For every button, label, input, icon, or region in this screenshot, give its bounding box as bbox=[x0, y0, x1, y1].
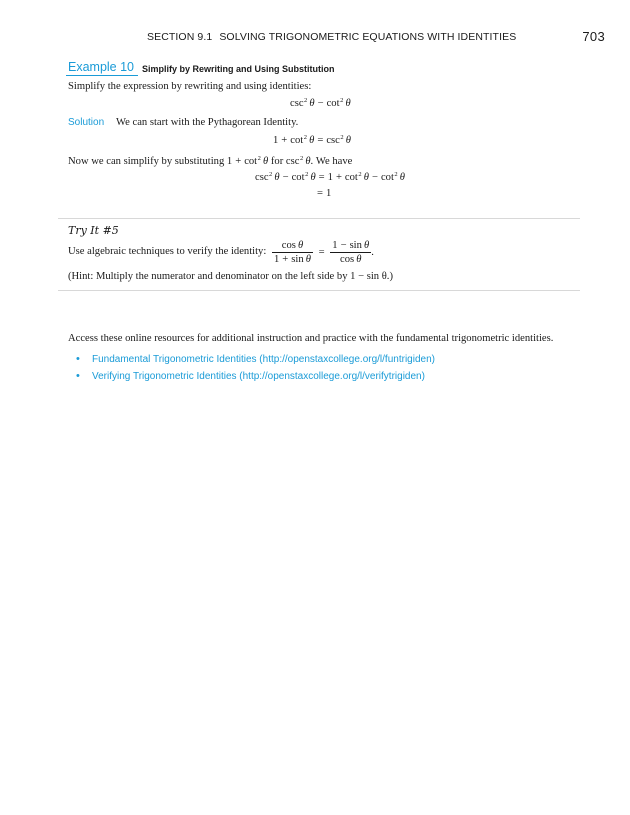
resources-intro: Access these online resources for additional instruction and practice with the fundamental trigonometric identities. bbox=[68, 333, 554, 344]
running-header bbox=[147, 31, 516, 43]
example-title: Simplify by Rewriting and Using Substitution bbox=[142, 64, 335, 74]
substitution-text-3: . We have bbox=[310, 156, 353, 167]
resource-link-fundamental[interactable] bbox=[76, 351, 435, 368]
example-prompt: Simplify the expression by rewriting and using identities: bbox=[68, 81, 312, 92]
solution-intro: We can start with the Pythagorean Identity. bbox=[116, 117, 299, 128]
equation-result: = 1 bbox=[317, 188, 332, 199]
try-it-hint: (Hint: Multiply the numerator and denominator on the left side by 1 − sin θ.) bbox=[68, 271, 393, 282]
equation-expression: $\csc^2 \theta - \cot^2 \theta$ bbox=[290, 97, 351, 109]
try-it-prompt: Use algebraic techniques to verify the identity: bbox=[68, 246, 267, 257]
substitution-text-2: for bbox=[270, 156, 284, 167]
page-number: 703 bbox=[582, 29, 605, 44]
right-fraction: $\frac{\text{1 − sin θ}}{\text{cos θ}}$ bbox=[332, 240, 370, 265]
substitution-text-1: Now we can simplify by substituting bbox=[68, 156, 225, 167]
example-label: Example 10 bbox=[66, 60, 138, 76]
try-it-bottom-rule bbox=[58, 290, 580, 291]
identity-equation: $\frac{\text{cos θ}}{\text{1 + sin θ}}$ = $\frac{\text{1 − sin θ}}{\text{cos θ}}$ . bbox=[274, 240, 374, 265]
substitution-sentence: Now we can simplify by substituting $1 + \cot^2 \theta$ for $\csc^2 \theta$. We have bbox=[68, 155, 353, 167]
try-it-top-rule bbox=[58, 218, 580, 219]
bullet-icon: • bbox=[76, 370, 80, 382]
section-title: SOLVING TRIGONOMETRIC EQUATIONS WITH IDENTITIES bbox=[219, 31, 517, 43]
left-fraction: $\frac{\text{cos θ}}{\text{1 + sin θ}}$ bbox=[274, 240, 311, 265]
try-it-title: Try It #5 bbox=[68, 224, 119, 237]
resource-link-text[interactable]: Verifying Trigonometric Identities (http://openstaxcollege.org/l/verifytrigiden) bbox=[92, 371, 425, 382]
bullet-icon: • bbox=[76, 353, 80, 365]
equation-pythagorean-identity: $1 + \cot^2 \theta = \csc^2 \theta$ bbox=[273, 134, 351, 146]
section-number: SECTION 9.1 bbox=[147, 31, 213, 43]
equation-substitution: $\csc^2 \theta - \cot^2 \theta = 1 + \cot^2 \theta - \cot^2 \theta$ bbox=[255, 171, 405, 183]
resources-list bbox=[76, 351, 435, 385]
resource-link-text[interactable]: Fundamental Trigonometric Identities (http://openstaxcollege.org/l/funtrigiden) bbox=[92, 354, 435, 365]
solution-label: Solution bbox=[68, 117, 105, 128]
resource-link-verifying[interactable] bbox=[76, 368, 435, 385]
